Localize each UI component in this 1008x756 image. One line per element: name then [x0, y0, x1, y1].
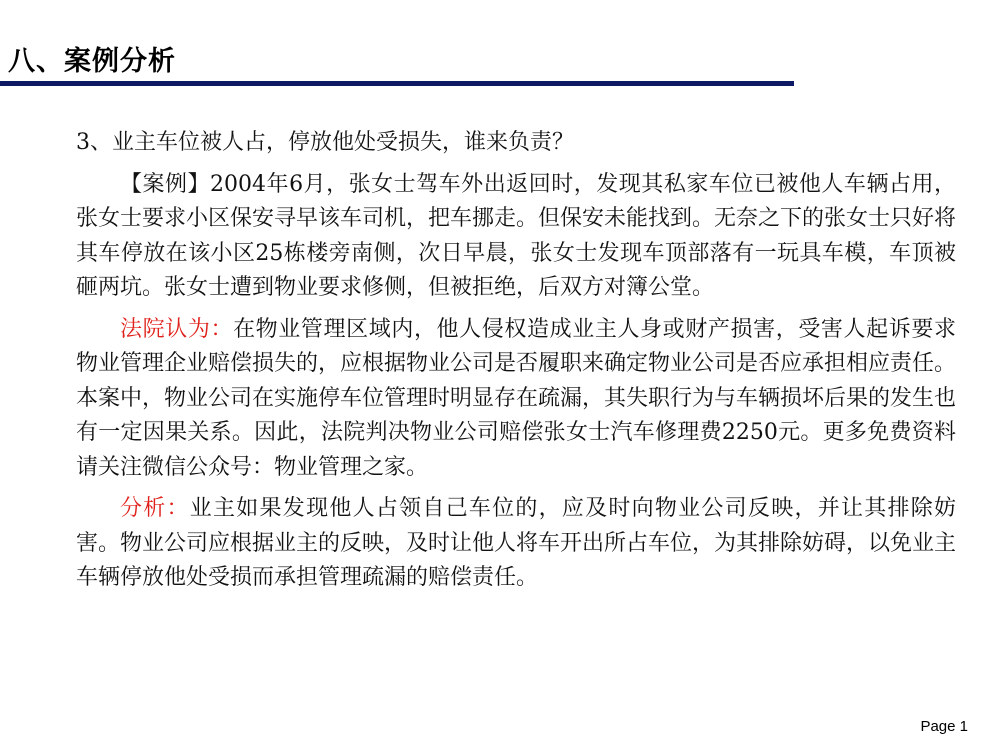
- question-paragraph: 3、业主车位被人占，停放他处受损失，谁来负责？: [76, 130, 574, 155]
- page-number: Page 1: [920, 718, 968, 735]
- court-opinion-text: 在物业管理区域内，他人侵权造成业主人身或财产损害，受害人起诉要求物业管理企业赔偿损失的，应根据物业公司是否履职来确定物业公司是否应承担相应责任。本案中，物业公司在实施停车位管理时明显存在疏漏，其失职行为与车辆损坏后果的发生也有一定因果关系。因此，法院判决物业公司赔偿张女士汽车修理费2250元。更多免费资料请关注微信公众号：物业管理之家。: [76, 316, 957, 480]
- analysis-paragraph: [76, 492, 956, 596]
- slide-title: 八、案例分析: [8, 46, 176, 77]
- court-opinion-label: 法院认为：: [120, 316, 234, 342]
- analysis-text: 业主如果发现他人占领自己车位的，应及时向物业公司反映，并让其排除妨害。物业公司应根据业主的反映，及时让他人将车开出所占车位，为其排除妨碍，以免业主车辆停放他处受损而承担管理疏漏的赔偿责任。: [76, 496, 957, 590]
- slide-content: [76, 126, 956, 603]
- analysis-label: 分析：: [120, 496, 190, 521]
- case-paragraph: 【案例】2004年6月，张女士驾车外出返回时，发现其私家车位已被他人车辆占用，张女士要求小区保安寻早该车司机，把车挪走。但保安未能找到。无奈之下的张女士只好将其车停放在该小区25栋楼旁南侧，次日早晨，张女士发现车顶部落有一玩具车模，车顶被砸两坑。张女士遭到物业要求修侧，但被拒绝，后双方对簿公堂。: [76, 171, 957, 300]
- title-underline-rule: [0, 81, 794, 86]
- court-opinion-paragraph: [76, 313, 956, 486]
